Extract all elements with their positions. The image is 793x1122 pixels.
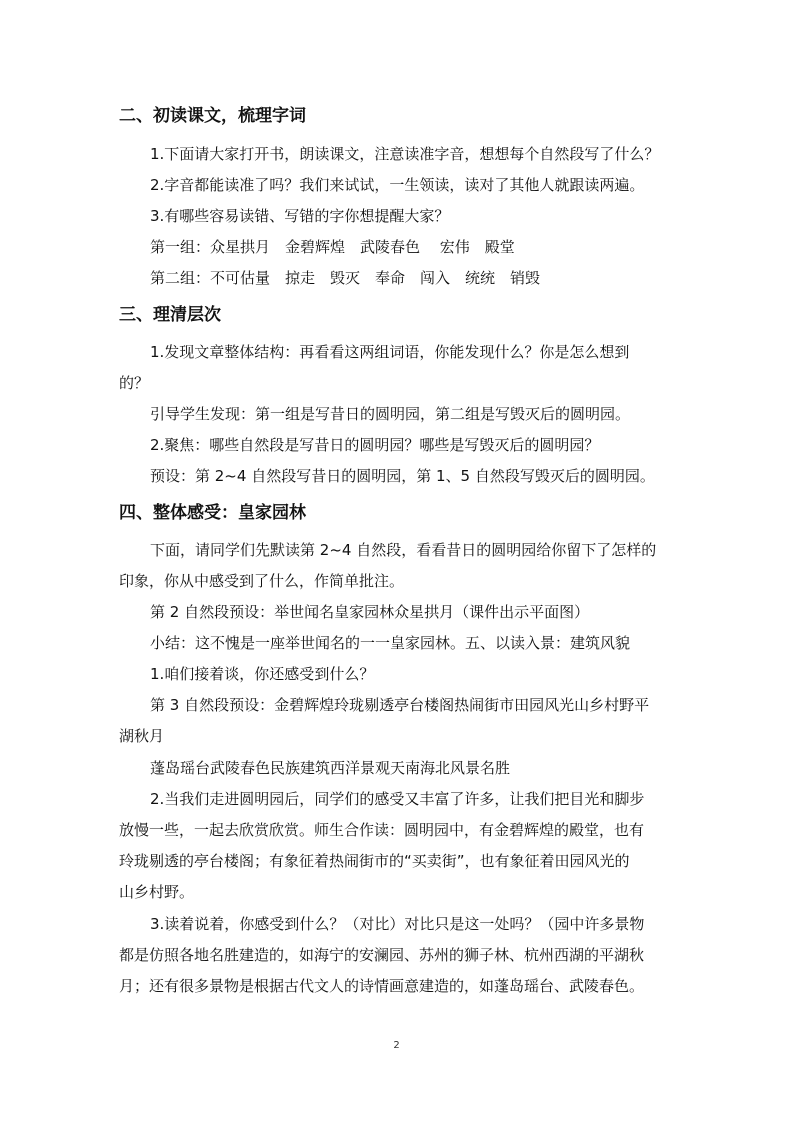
text-line: 2.字音都能读准了吗？我们来试试，一生领读，读对了其他人就跟读两遍。 — [150, 176, 645, 194]
section-heading-2: 二、初读课文，梳理字词 — [119, 106, 306, 126]
text-line: 2.当我们走进圆明园后，同学们的感受又丰富了许多，让我们把目光和脚步 — [150, 790, 645, 808]
text-line: 月；还有很多景物是根据古代文人的诗情画意建造的，如蓬岛瑶台、武陵春色。 — [119, 977, 645, 995]
word-group-2: 第二组：不可估量 掠走 毁灭 奉命 闯入 统统 销毁 — [150, 269, 541, 287]
text-line: 1.发现文章整体结构：再看看这两组词语，你能发现什么？你是怎么想到 — [150, 343, 630, 361]
section-heading-3: 三、理清层次 — [119, 305, 221, 325]
text-line: 蓬岛瑶台武陵春色民族建筑西洋景观天南海北风景名胜 — [150, 759, 511, 777]
text-line: 的？ — [119, 374, 150, 392]
text-line: 第 3 自然段预设：金碧辉煌玲珑剔透亭台楼阁热闹街市田园风光山乡村野平 — [150, 696, 650, 714]
text-line: 预设：第 2~4 自然段写昔日的圆明园，第 1、5 自然段写毁灭后的圆明园。 — [150, 467, 655, 485]
text-line: 湖秋月 — [119, 727, 165, 745]
text-line: 小结：这不愧是一座举世闻名的一一皇家园林。五、以读入景：建筑风貌 — [150, 634, 631, 652]
text-line: 第 2 自然段预设：举世闻名皇家园林众星拱月（课件出示平面图） — [150, 603, 590, 621]
text-line: 引导学生发现：第一组是写昔日的圆明园，第二组是写毁灭后的圆明园。 — [150, 405, 631, 423]
text-line: 1.咱们接着谈，你还感受到什么？ — [150, 665, 375, 683]
text-line: 3.有哪些容易读错、写错的字你想提醒大家？ — [150, 207, 450, 225]
text-line: 2.聚焦：哪些自然段是写昔日的圆明园？哪些是写毁灭后的圆明园？ — [150, 436, 600, 454]
text-line: 3.读着说着，你感受到什么？（对比）对比只是这一处吗？（园中许多景物 — [150, 915, 645, 933]
text-line: 玲珑剔透的亭台楼阁；有象征着热闹街市的“买卖街”，也有象征着田园风光的 — [119, 852, 630, 870]
text-line: 山乡村野。 — [119, 883, 195, 901]
text-line: 下面，请同学们先默读第 2~4 自然段，看看昔日的圆明园给你留下了怎样的 — [150, 541, 657, 559]
text-line: 都是仿照各地名胜建造的，如海宁的安澜园、苏州的狮子林、杭州西湖的平湖秋 — [119, 946, 645, 964]
text-line: 1.下面请大家打开书，朗读课文，注意读准字音，想想每个自然段写了什么？ — [150, 145, 660, 163]
text-line: 印象，你从中感受到了什么，作简单批注。 — [119, 572, 405, 590]
text-line: 放慢一些，一起去欣赏欣赏。师生合作读：圆明园中，有金碧辉煌的殿堂，也有 — [119, 821, 645, 839]
page-number: 2 — [393, 1040, 400, 1051]
word-group-1: 第一组：众星拱月 金碧辉煌 武陵春色 宏伟 殿堂 — [150, 238, 515, 256]
section-heading-4: 四、整体感受：皇家园林 — [119, 503, 306, 523]
